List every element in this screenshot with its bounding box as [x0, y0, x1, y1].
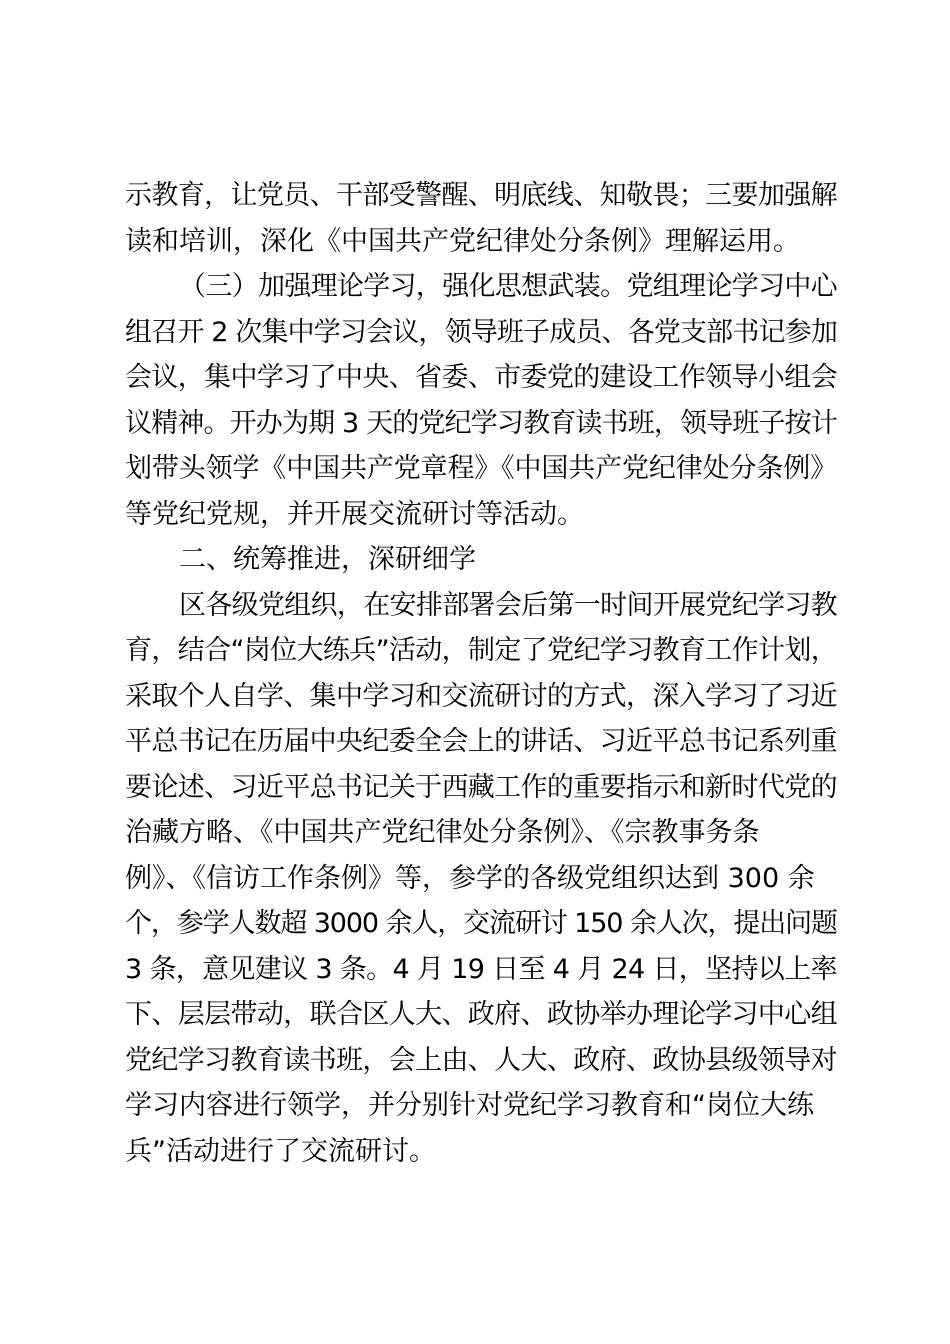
text-line: 3 条，意见建议 3 条。4 月 19 日至 4 月 24 日，坚持以上率	[125, 953, 837, 985]
text-line: 平总书记在历届中央纪委全会上的讲话、习近平总书记系列重	[125, 726, 837, 757]
text-line: 议精神。开办为期 3 天的党纪学习教育读书班，领导班子按计	[125, 407, 837, 439]
text-line: 会议，集中学习了中央、省委、市委党的建设工作领导小组会	[125, 362, 837, 393]
text-line: 学习内容进行领学，并分别针对党纪学习教育和“岗位大练	[125, 1090, 814, 1121]
text-line: 育，结合“岗位大练兵”活动，制定了党纪学习教育工作计划，	[125, 635, 838, 666]
text-line: 采取个人自学、集中学习和交流研讨的方式，深入学习了习近	[125, 680, 837, 712]
text-line: 划带头领学《中国共产党章程》《中国共产党纪律处分条例》	[125, 453, 837, 484]
text-line: 下、层层带动，联合区人大、政府、政协举办理论学习中心组	[125, 999, 837, 1030]
text-line: 党纪学习教育读书班，会上由、人大、政府、政协县级领导对	[125, 1044, 837, 1076]
text-line: 读和培训，深化《中国共产党纪律处分条例》理解运用。	[125, 225, 800, 257]
section-heading: 二、统筹推进，深研细学	[179, 544, 476, 575]
text-line: 要论述、习近平总书记关于西藏工作的重要指示和新时代党的	[125, 771, 837, 803]
text-line: 示教育，让党员、干部受警醒、明底线、知敬畏；三要加强解	[125, 180, 837, 211]
text-line: 组召开 2 次集中学习会议，领导班子成员、各党支部书记参加	[125, 316, 837, 348]
paragraph-start-line: 区各级党组织，在安排部署会后第一时间开展党纪学习教	[179, 589, 837, 621]
body-text	[125, 173, 837, 1174]
text-line: 治藏方略、《中国共产党纪律处分条例》、《宗教事务条	[125, 817, 760, 848]
section-heading-line: （三）加强理论学习，强化思想武装。党组理论学习中心	[179, 271, 837, 302]
text-line: 个，参学人数超 3000 余人，交流研讨 150 余人次，提出问题	[125, 908, 837, 939]
text-line: 等党纪党规，并开展交流研讨等活动。	[125, 498, 584, 530]
text-line: 例》、《信访工作条例》等，参学的各级党组织达到 300 余	[125, 862, 815, 894]
text-line: 兵”活动进行了交流研讨。	[125, 1135, 436, 1167]
